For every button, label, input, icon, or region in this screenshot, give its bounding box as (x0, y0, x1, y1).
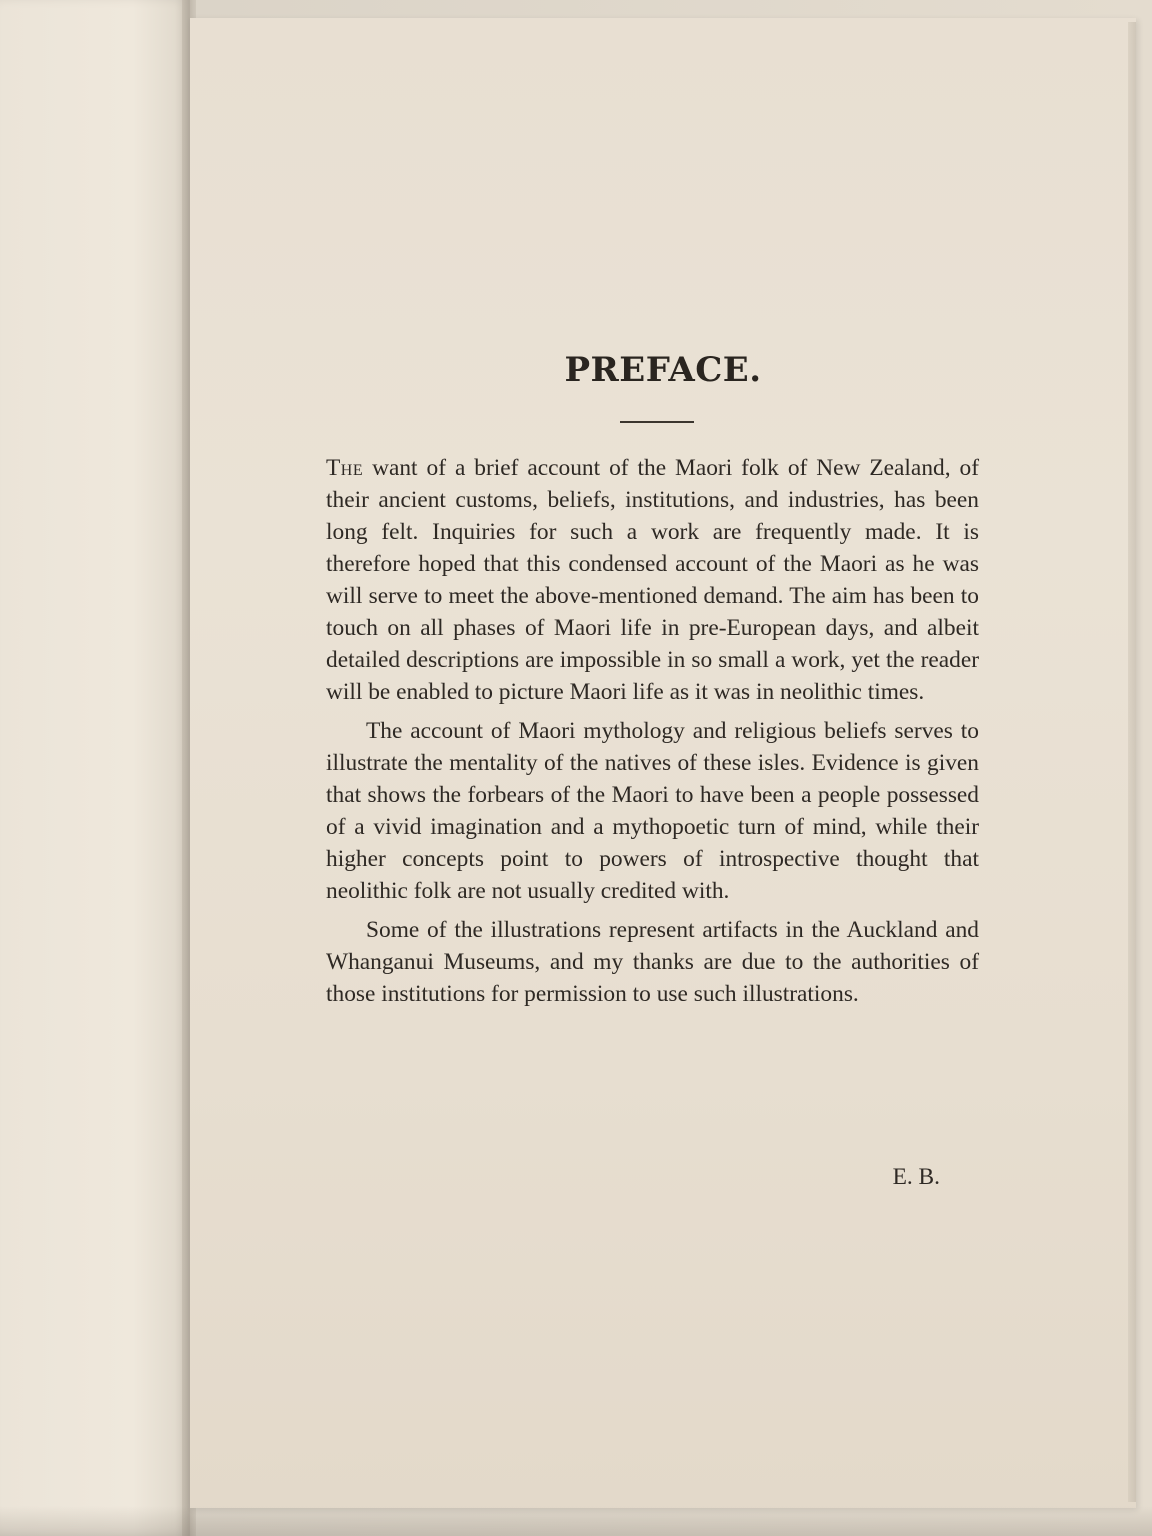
paragraph-1-body: want of a brief account of the Maori folk of New Zealand, of their ancient customs, beliefs, institutions, and industries, has been long felt. Inquiries for such a work are frequently made. It is therefore hoped that this condensed account of the Maori as he was will serve to meet the above-mentioned demand. The aim has been to touch on all phases of Maori life in pre-European days, and albeit detailed descriptions are impossible in so small a work, yet the reader will be enabled to picture Maori life as it was in neolithic times. (326, 455, 979, 705)
paragraph-1-lead: The (326, 455, 364, 481)
preface-text (326, 452, 979, 1010)
page-edge (1128, 22, 1136, 1502)
title-rule (620, 421, 694, 423)
paragraph-3: Some of the illustrations represent artifacts in the Auckland and Whanganui Museums, and my thanks are due to the authorities of those institutions for permission to use such illustrations. (326, 917, 979, 1007)
left-page (0, 0, 190, 1536)
author-signature: E. B. (892, 1164, 940, 1190)
page-title: PREFACE. (564, 350, 762, 390)
paragraph-2: The account of Maori mythology and religious beliefs serves to illustrate the mentality of the natives of these isles. Evidence is given that shows the forbears of the Maori to have been a people possessed of a vivid imagination and a mythopoetic turn of mind, while their higher concepts point to powers of introspective thought that neolithic folk are not usually credited with. (326, 718, 979, 904)
paragraph-1 (326, 452, 979, 708)
bottom-shadow (0, 1506, 1152, 1536)
